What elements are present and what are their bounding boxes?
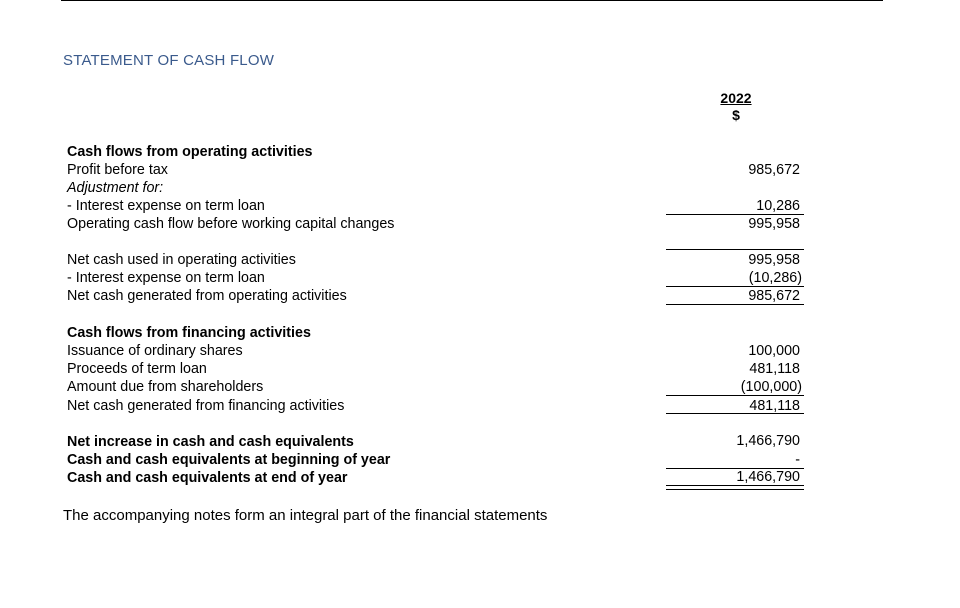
footer-note: The accompanying notes form an integral part of the financial statements: [63, 507, 548, 524]
amount-due-shareholders-label: Amount due from shareholders: [67, 379, 264, 395]
top-border-line: [61, 0, 883, 1]
proceeds-term-loan-value: 481,118: [749, 361, 800, 377]
net-cash-generated-operating-value: 985,672: [748, 288, 800, 304]
net-cash-used-operating-label: Net cash used in operating activities: [67, 252, 296, 268]
before-working-capital-value: 995,958: [748, 216, 800, 232]
subtotal-rule: [666, 249, 804, 250]
column-currency-header: $: [732, 107, 740, 123]
net-cash-generated-financing-value: 481,118: [749, 398, 800, 414]
interest-expense-2-value: (10,286): [748, 270, 802, 286]
cash-end-label: Cash and cash equivalents at end of year: [67, 470, 348, 486]
amount-due-shareholders-value: (100,000): [740, 379, 802, 395]
cash-beginning-value: -: [795, 452, 800, 468]
net-increase-label: Net increase in cash and cash equivalents: [67, 434, 354, 450]
financing-heading: Cash flows from financing activities: [67, 325, 311, 341]
adjustment-label: Adjustment for:: [67, 180, 164, 196]
interest-expense-2-label: - Interest expense on term loan: [67, 270, 265, 286]
interest-expense-label: - Interest expense on term loan: [67, 198, 265, 214]
total-rule: [666, 413, 804, 414]
cash-end-value: 1,466,790: [736, 469, 800, 485]
before-working-capital-label: Operating cash flow before working capital changes: [67, 216, 395, 232]
total-rule: [666, 304, 804, 305]
grand-total-double-rule: [666, 485, 804, 490]
issuance-shares-label: Issuance of ordinary shares: [67, 343, 243, 359]
profit-before-tax-value: 985,672: [748, 162, 800, 178]
proceeds-term-loan-label: Proceeds of term loan: [67, 361, 207, 377]
interest-expense-value: 10,286: [756, 198, 800, 214]
net-cash-generated-operating-label: Net cash generated from operating activities: [67, 288, 347, 304]
operating-heading: Cash flows from operating activities: [67, 144, 313, 160]
net-cash-used-operating-value: 995,958: [748, 252, 800, 268]
profit-before-tax-label: Profit before tax: [67, 162, 168, 178]
net-increase-value: 1,466,790: [736, 433, 800, 449]
subtotal-rule: [666, 395, 804, 396]
issuance-shares-value: 100,000: [748, 343, 800, 359]
column-year-header: 2022: [720, 90, 752, 106]
net-cash-generated-financing-label: Net cash generated from financing activities: [67, 398, 345, 414]
cash-beginning-label: Cash and cash equivalents at beginning of year: [67, 452, 391, 468]
statement-title: STATEMENT OF CASH FLOW: [63, 52, 275, 69]
